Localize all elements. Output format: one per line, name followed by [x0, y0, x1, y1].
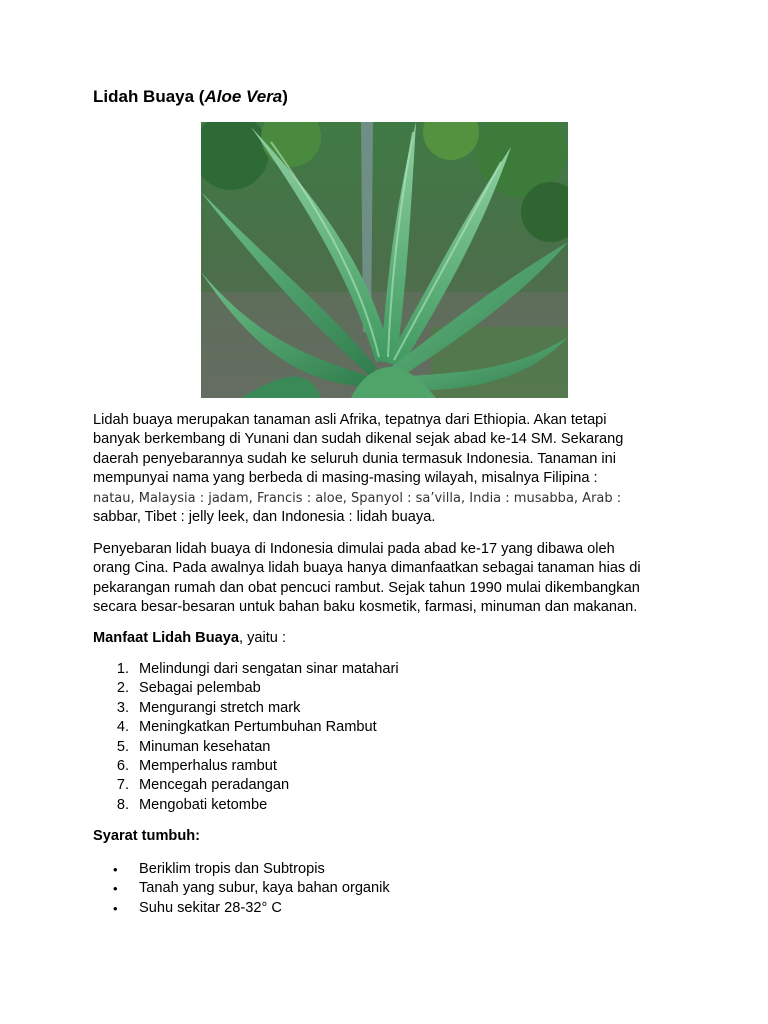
aloe-vera-photo — [201, 122, 568, 398]
document-title — [93, 86, 288, 108]
intro-paragraph — [93, 411, 693, 527]
intro-line: sabbar, Tibet : jelly leek, dan Indonesia : lidah buaya. — [93, 509, 436, 526]
benefits-heading-bold: Manfaat Lidah Buaya — [93, 630, 239, 646]
list-text: Mengurangi stretch mark — [139, 699, 301, 716]
intro-line: daerah penyebarannya sudah ke seluruh dunia termasuk Indonesia. Tanaman ini — [93, 450, 617, 467]
list-text: Sebagai pelembab — [139, 680, 261, 697]
history-line: orang Cina. Pada awalnya lidah buaya hanya dimanfaatkan sebagai tanaman hias di — [93, 560, 641, 577]
title-suffix: ) — [282, 87, 288, 106]
bullet-icon: • — [113, 900, 118, 916]
intro-line: mempunyai nama yang berbeda di masing-masing wilayah, misalnya Filipina : — [93, 470, 598, 487]
list-number: 4. — [116, 719, 129, 736]
history-line: Penyebaran lidah buaya di Indonesia dimulai pada abad ke-17 yang dibawa oleh — [93, 541, 615, 557]
requirements-heading-text: Syarat tumbuh: — [93, 828, 201, 844]
list-number: 2. — [116, 680, 129, 697]
list-number: 6. — [116, 757, 129, 774]
intro-line: banyak berkembang di Yunani dan sudah dikenal sejak abad ke-14 SM. Sekarang — [93, 431, 624, 448]
benefits-heading-rest: , yaitu : — [238, 630, 287, 646]
list-text: Memperhalus rambut — [139, 757, 277, 774]
list-text: Mencegah peradangan — [139, 777, 290, 794]
list-number: 5. — [116, 738, 129, 755]
history-paragraph — [93, 540, 693, 618]
list-number: 1. — [116, 661, 129, 677]
benefits-heading — [93, 629, 286, 648]
list-number: 8. — [116, 796, 129, 813]
bullet-icon: • — [113, 862, 118, 877]
history-line: pekarangan rumah dan obat pencuci rambut. Sejak tahun 1990 mulai dikembangkan — [93, 579, 640, 596]
title-prefix: Lidah Buaya ( — [93, 87, 205, 106]
intro-line: Lidah buaya merupakan tanaman asli Afrika, tepatnya dari Ethiopia. Akan tetapi — [93, 412, 607, 428]
bullet-icon: • — [113, 881, 118, 897]
intro-line-names: natau, Malaysia : jadam, Francis : aloe, Spanyol : sa’villa, India : musabba, Arab : — [93, 490, 622, 506]
list-text: Minuman kesehatan — [139, 738, 271, 755]
list-text: Meningkatkan Pertumbuhan Rambut — [139, 719, 377, 736]
list-text: Mengobati ketombe — [139, 796, 268, 813]
list-text: Melindungi dari sengatan sinar matahari — [139, 661, 399, 677]
history-line: secara besar-besaran untuk bahan baku kosmetik, farmasi, minuman dan makanan. — [93, 599, 638, 616]
title-italic: Aloe Vera — [204, 87, 283, 106]
list-text: Tanah yang subur, kaya bahan organik — [139, 880, 390, 897]
list-number: 3. — [116, 699, 129, 716]
requirements-heading — [93, 827, 200, 846]
list-number: 7. — [116, 777, 129, 794]
list-text: Suhu sekitar 28-32° C — [139, 899, 282, 916]
list-text: Beriklim tropis dan Subtropis — [139, 861, 325, 877]
